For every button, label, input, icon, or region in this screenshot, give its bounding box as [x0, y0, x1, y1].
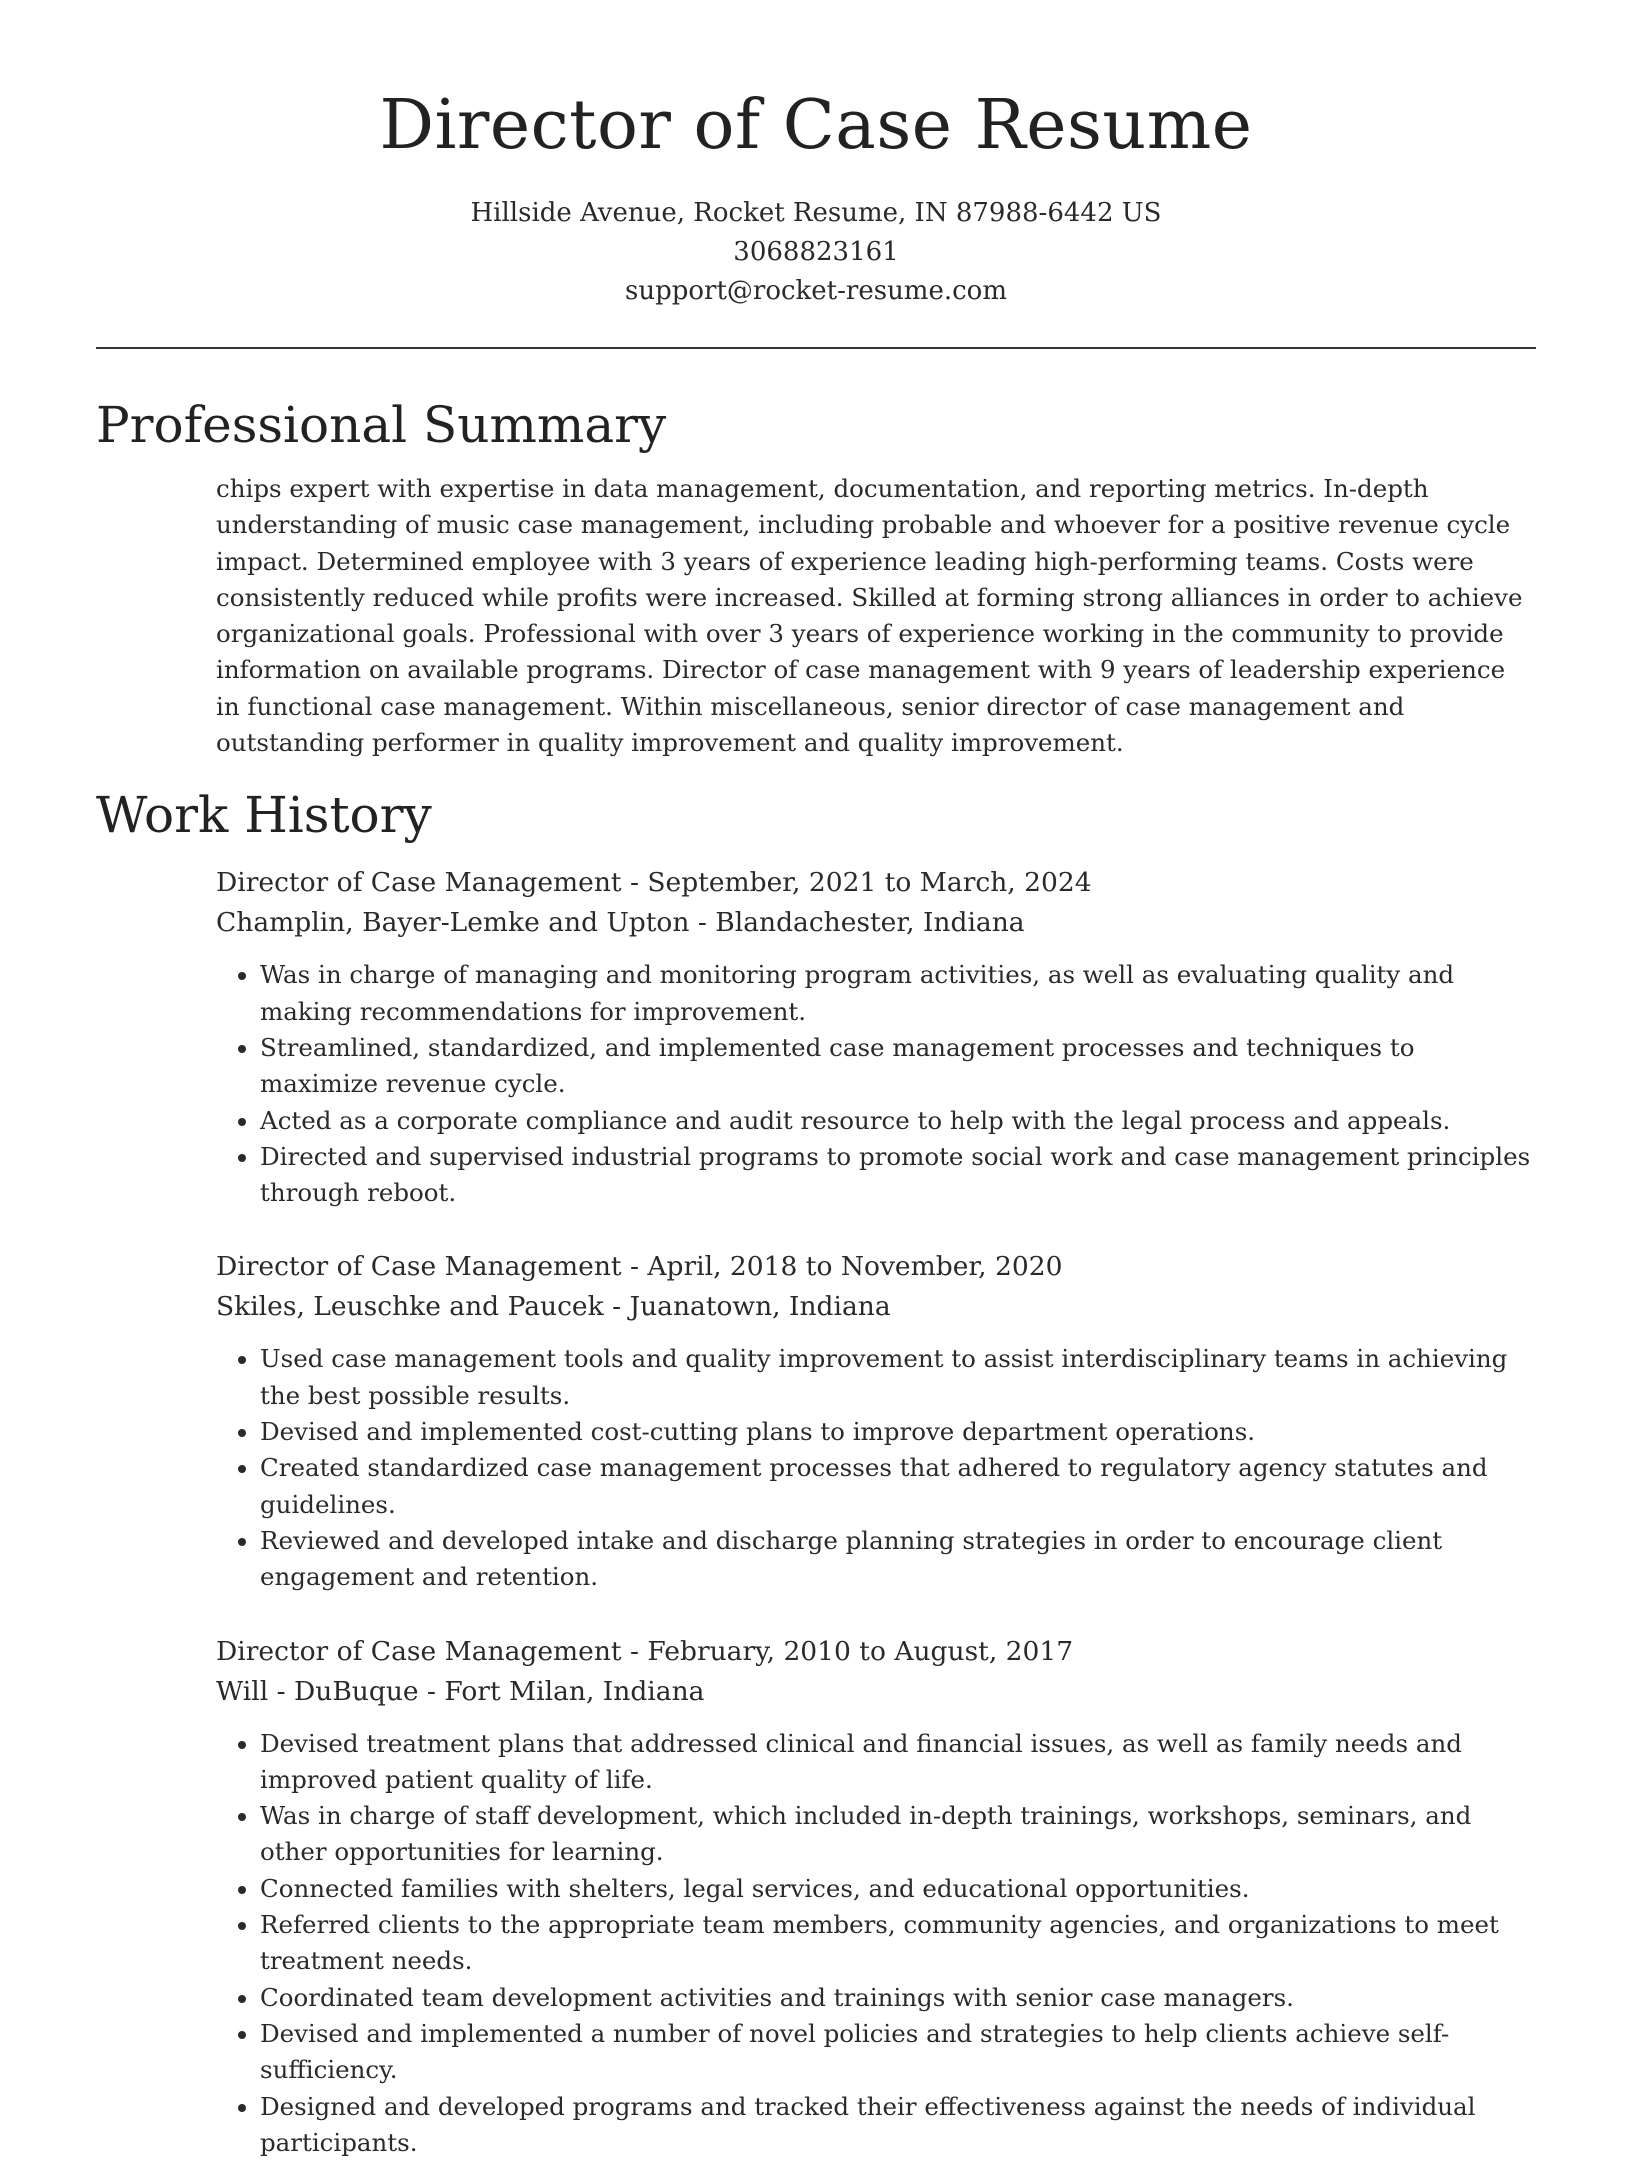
job-bullet: • Reviewed and developed intake and discharge planning strategies in order to encourage client engagement and retention. — [260, 1523, 1536, 1596]
job-role: Director of Case Management — [216, 1636, 622, 1667]
job-dates: - February, 2010 to August, 2017 — [622, 1636, 1074, 1667]
job-bullet: • Was in charge of managing and monitoring program activities, as well as evaluating quality and making recommendations for improvement. — [260, 957, 1536, 1030]
job-bullet: • Coordinated team development activities and trainings with senior case managers. — [260, 1980, 1536, 2016]
job-company: Champlin, Bayer-Lemke and Upton — [216, 907, 689, 938]
job-bullet: • Referred clients to the appropriate team members, community agencies, and organizations to meet treatment needs. — [260, 1907, 1536, 1980]
job-dates: - April, 2018 to November, 2020 — [622, 1251, 1063, 1282]
contact-phone: 3068823161 — [96, 233, 1536, 272]
job-title-line — [216, 1632, 1536, 1672]
summary-heading: Professional Summary — [96, 393, 1536, 457]
job-bullets — [216, 1726, 1536, 2161]
summary-text: chips expert with expertise in data management, documentation, and reporting metrics. In-depth understanding of music case management, including probable and whoever for a positive revenue cycle impact. Determined employee with 3 years of experience leading high-performing teams. Costs were consistently reduced while profits were increased. Skilled at forming strong alliances in order to achieve organizational goals. Professional with over 3 years of experience working in the community to provide information on available programs. Director of case management with 9 years of leadership experience in functional case management. Within miscellaneous, senior director of case management and outstanding performer in quality improvement and quality improvement. — [216, 471, 1536, 761]
job-company-line — [216, 1287, 1536, 1327]
job-role: Director of Case Management — [216, 867, 622, 898]
job-bullet: • Connected families with shelters, legal services, and educational opportunities. — [260, 1871, 1536, 1907]
job-title-line — [216, 863, 1536, 903]
job-company-line — [216, 903, 1536, 943]
job-location: - Blandachester, Indiana — [689, 907, 1024, 938]
job-bullet: • Created standardized case management processes that adhered to regulatory agency statutes and guidelines. — [260, 1450, 1536, 1523]
job-bullet: • Devised and implemented a number of novel policies and strategies to help clients achieve self-sufficiency. — [260, 2016, 1536, 2089]
job-bullet: • Was in charge of staff development, which included in-depth trainings, workshops, seminars, and other opportunities for learning. — [260, 1798, 1536, 1871]
work-history-heading: Work History — [96, 783, 1536, 847]
job-bullet: • Used case management tools and quality improvement to assist interdisciplinary teams in achieving the best possible results. — [260, 1341, 1536, 1414]
resume-title: Director of Case Resume — [96, 84, 1536, 168]
job-bullet: • Devised treatment plans that addressed clinical and financial issues, as well as family needs and improved patient quality of life. — [260, 1726, 1536, 1799]
job-company: Will - DuBuque — [216, 1676, 419, 1707]
work-history-list — [96, 863, 1536, 2161]
job-title-line — [216, 1247, 1536, 1287]
job-bullet: • Acted as a corporate compliance and audit resource to help with the legal process and appeals. — [260, 1103, 1536, 1139]
job-bullets — [216, 1341, 1536, 1595]
contact-info — [96, 194, 1536, 311]
job-bullet: • Directed and supervised industrial programs to promote social work and case management principles through reboot. — [260, 1139, 1536, 1212]
contact-address: Hillside Avenue, Rocket Resume, IN 87988-6442 US — [96, 194, 1536, 233]
job-entry — [216, 1247, 1536, 1595]
job-bullet: • Devised and implemented cost-cutting plans to improve department operations. — [260, 1414, 1536, 1450]
job-company: Skiles, Leuschke and Paucek — [216, 1291, 604, 1322]
job-role: Director of Case Management — [216, 1251, 622, 1282]
job-company-line — [216, 1672, 1536, 1712]
job-entry — [216, 863, 1536, 1211]
job-bullets — [216, 957, 1536, 1211]
job-bullet: • Streamlined, standardized, and implemented case management processes and techniques to maximize revenue cycle. — [260, 1030, 1536, 1103]
header-divider — [96, 347, 1536, 349]
job-location: - Fort Milan, Indiana — [419, 1676, 705, 1707]
contact-email: support@rocket-resume.com — [96, 272, 1536, 311]
job-entry — [216, 1632, 1536, 2161]
job-location: - Juanatown, Indiana — [604, 1291, 891, 1322]
job-bullet: • Designed and developed programs and tracked their effectiveness against the needs of individual participants. — [260, 2089, 1536, 2161]
resume-header — [96, 0, 1536, 311]
job-dates: - September, 2021 to March, 2024 — [622, 867, 1092, 898]
